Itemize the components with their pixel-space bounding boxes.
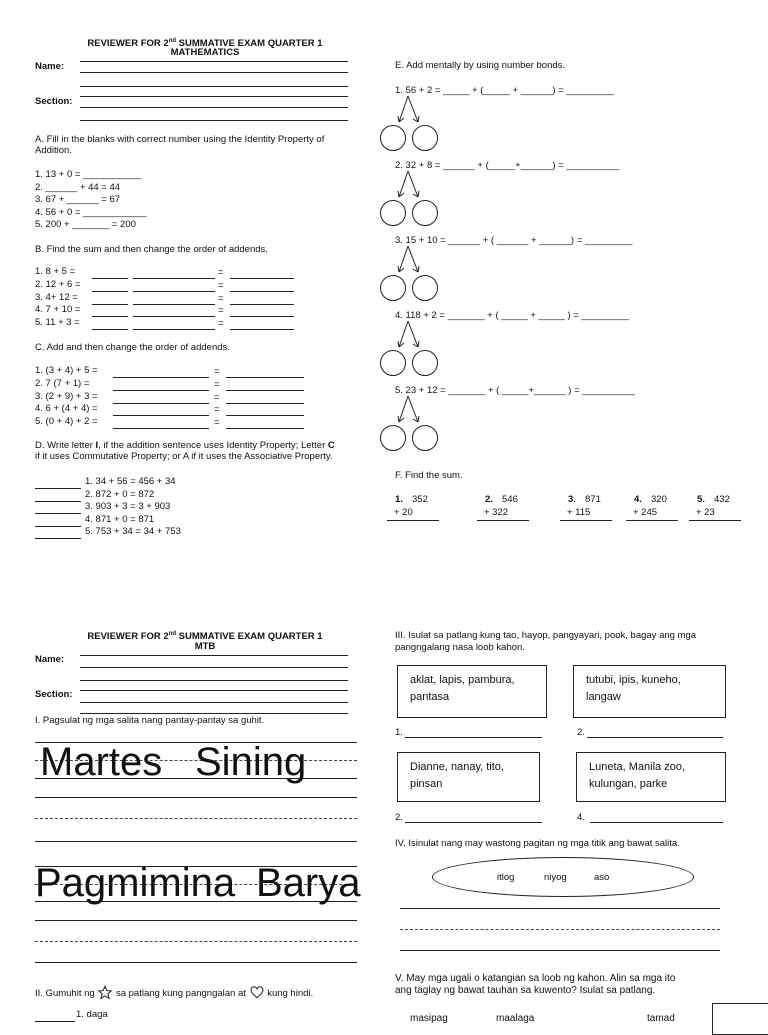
handwriting-word: Pagmimina [35, 861, 236, 905]
section-a-items [35, 169, 146, 232]
number-bond-arrows [396, 96, 436, 126]
list-item: 1. 8 + 5 = [35, 266, 76, 277]
writing-midline [35, 818, 357, 819]
equals-sign: = [218, 292, 224, 304]
bond-circle[interactable] [412, 125, 438, 151]
section-i-instruction: I. Pagsulat ng mga salita nang pantay-pantay sa guhit. [35, 715, 265, 726]
answer-blank[interactable] [226, 390, 304, 391]
answer-blank[interactable] [405, 822, 542, 823]
answer-blank[interactable] [35, 488, 81, 489]
name-line[interactable] [80, 667, 348, 668]
mtb-subject: MTB [194, 641, 216, 652]
bond-circle[interactable] [412, 425, 438, 451]
answer-blank[interactable] [587, 737, 723, 738]
addend: 320 [651, 494, 667, 505]
name-label: Name: [35, 654, 65, 665]
answer-blank[interactable] [226, 403, 304, 404]
math-subject: MATHEMATICS [170, 47, 240, 58]
list-item: 1. 13 + 0 = ___________ [35, 169, 142, 180]
list-item: 1. 34 + 56 = 456 + 34 [85, 476, 176, 487]
answer-blank[interactable] [226, 415, 304, 416]
number-bond-item: 3. 15 + 10 = ______ + ( ______ + ______) = _________ [395, 235, 633, 246]
section-a-instruction: A. Fill in the blanks with correct number using the Identity Property of Addition. [35, 134, 325, 156]
star-icon [97, 985, 113, 1000]
addend: + 245 [633, 507, 658, 518]
section-e-instruction: E. Add mentally by using number bonds. [395, 60, 566, 71]
list-item: 2. 7 (7 + 1) = [35, 377, 90, 389]
list-item: 3. 67 + ______ = 67 [35, 194, 121, 205]
noun-box-places: Luneta, Manila zoo, kulungan, parke [576, 752, 726, 802]
answer-blank[interactable] [35, 513, 81, 514]
section-b-instruction: B. Find the sum and then change the order of addends. [35, 244, 268, 255]
equals-sign: = [218, 279, 224, 291]
section-c-items [35, 365, 98, 429]
number-bond-arrows [396, 396, 436, 426]
addend: 432 [714, 494, 730, 505]
answer-blank[interactable] [113, 415, 209, 416]
section-line[interactable] [80, 713, 348, 714]
problem-number: 5. [697, 494, 705, 505]
answer-label: 4. [577, 812, 585, 823]
list-item: 5. 11 + 3 = [35, 317, 80, 329]
list-item: 2. ______ + 44 = 44 [35, 181, 121, 193]
list-item: 4. 871 + 0 = 871 [85, 513, 155, 525]
answer-blank[interactable] [405, 737, 542, 738]
answer-blank[interactable] [626, 520, 678, 521]
section-ii-instruction: II. Gumuhit ng sa patlang kung pangngalan at kung hindi. [35, 985, 313, 1000]
mtb-title: REVIEWER FOR 2nd SUMMATIVE EXAM QUARTER 1 [87, 631, 323, 643]
answer-blank[interactable] [133, 316, 215, 317]
writing-midline [400, 929, 720, 930]
name-line[interactable] [80, 61, 348, 62]
writing-line[interactable] [35, 797, 357, 798]
section-d-instruction: D. Write letter I, if the addition sentence uses Identity Property; Letter C if it uses Commutative Property; or A if it uses the Associative Property. [35, 440, 335, 462]
section-line[interactable] [80, 680, 348, 681]
addend: 546 [502, 494, 518, 505]
name-line[interactable] [80, 72, 348, 73]
handwriting-word: Sining [195, 740, 307, 784]
handwriting-word: Barya [256, 861, 361, 905]
section-line[interactable] [80, 702, 348, 703]
answer-blank[interactable] [113, 403, 209, 404]
answer-label: 2. [395, 812, 403, 823]
answer-blank[interactable] [92, 329, 128, 330]
list-item: 4. 7 + 10 = [35, 304, 81, 316]
answer-blank[interactable] [35, 1021, 75, 1022]
equals-sign: = [214, 378, 220, 390]
answer-label: 2. [577, 727, 585, 738]
heart-icon [249, 985, 265, 999]
number-bond-item: 1. 56 + 2 = _____ + (_____ + ______) = _________ [395, 85, 614, 96]
bond-circle[interactable] [412, 275, 438, 301]
section-line[interactable] [80, 120, 348, 121]
equals-sign: = [218, 267, 224, 278]
bond-circle[interactable] [380, 200, 406, 226]
answer-blank[interactable] [133, 291, 215, 292]
section-f-instruction: F. Find the sum. [395, 470, 463, 481]
writing-line[interactable] [35, 962, 357, 963]
answer-blank[interactable] [113, 377, 209, 378]
answer-blank[interactable] [35, 501, 81, 502]
equals-sign: = [214, 366, 220, 377]
addend: + 322 [484, 507, 509, 518]
section-line[interactable] [80, 107, 348, 108]
answer-blank[interactable] [35, 538, 81, 539]
writing-line[interactable] [35, 841, 357, 842]
list-item: 3. 903 + 3 = 3 + 903 [85, 501, 171, 512]
addend: + 20 [394, 507, 413, 518]
section-line[interactable] [80, 96, 348, 97]
section-line[interactable] [80, 86, 348, 87]
oval-word: aso [594, 872, 610, 883]
answer-blank[interactable] [113, 390, 209, 391]
section-c-instruction: C. Add and then change the order of addends. [35, 342, 230, 353]
bond-circle[interactable] [380, 350, 406, 376]
list-item: 3. (2 + 9) + 3 = [35, 390, 98, 402]
list-item: 2. 12 + 6 = [35, 278, 81, 290]
answer-blank[interactable] [92, 291, 128, 292]
problem-number: 4. [634, 494, 642, 505]
trait-word: masipag [410, 1013, 448, 1024]
trait-box [712, 1003, 768, 1035]
answer-blank[interactable] [133, 304, 215, 305]
problem-number: 3. [568, 494, 576, 505]
section-iii-instruction: III. Isulat sa patlang kung tao, hayop, pangyayari, pook, bagay ang mga pangngalang nasa loob kahon. [395, 630, 697, 653]
section-label: Section: [35, 689, 73, 700]
answer-blank[interactable] [92, 304, 128, 305]
addend: 871 [585, 494, 601, 505]
answer-label: 1. [395, 727, 403, 738]
answer-blank[interactable] [560, 520, 612, 521]
bond-circle[interactable] [412, 200, 438, 226]
number-bond-item: 2. 32 + 8 = ______ + (_____+______) = __________ [395, 160, 620, 171]
list-item: 3. 4+ 12 = [35, 291, 78, 303]
list-item: 1. (3 + 4) + 5 = [35, 365, 98, 376]
answer-blank[interactable] [230, 329, 294, 330]
trait-word: maalaga [496, 1013, 535, 1024]
equals-sign: = [218, 305, 224, 317]
addend: + 23 [696, 507, 715, 518]
number-bond-arrows [396, 171, 436, 201]
problem-number: 1. [395, 494, 403, 505]
trait-word: tamad [647, 1013, 675, 1024]
number-bond-item: 5. 23 + 12 = _______ + ( _____+______ ) = __________ [395, 385, 636, 396]
writing-midline [35, 941, 357, 942]
number-bond-arrows [396, 321, 436, 351]
addend: + 115 [567, 507, 591, 518]
list-item: 4. 6 + (4 + 4) = [35, 403, 98, 415]
list-item: 1. daga [76, 1009, 108, 1020]
equals-sign: = [214, 417, 220, 429]
bond-circle[interactable] [380, 425, 406, 451]
equals-sign: = [214, 404, 220, 416]
section-b-items [35, 266, 80, 330]
answer-blank[interactable] [230, 304, 294, 305]
list-item: 4. 56 + 0 = ____________ [35, 206, 147, 218]
list-item: 5. 753 + 34 = 34 + 753 [85, 526, 181, 537]
answer-blank[interactable] [226, 377, 304, 378]
answer-blank[interactable] [230, 278, 294, 279]
bond-circle[interactable] [412, 350, 438, 376]
answer-blank[interactable] [133, 278, 215, 279]
noun-box-people: Dianne, nanay, tito, pinsan [397, 752, 540, 802]
bond-circle[interactable] [380, 275, 406, 301]
section-d-items [85, 476, 181, 539]
answer-blank[interactable] [590, 822, 723, 823]
name-line[interactable] [80, 655, 348, 656]
list-item: 5. (0 + 4) + 2 = [35, 416, 98, 428]
list-item: 5. 200 + _______ = 200 [35, 219, 136, 230]
addend: 352 [412, 494, 428, 505]
list-item: 2. 872 + 0 = 872 [85, 488, 155, 500]
number-bond-item: 4. 118 + 2 = _______ + ( _____ + _____ ) = _________ [395, 310, 630, 321]
section-iv-instruction: IV. Isinulat nang may wastong pagitan ng mga titik ang bawat salita. [395, 838, 680, 849]
answer-blank[interactable] [387, 520, 439, 521]
section-v-instruction: V. May mga ugali o katangian sa loob ng kahon. Alin sa mga ito ang taglay ng bawat tauhan sa kuwento? Isulat sa patlang. [395, 973, 676, 996]
writing-line[interactable] [35, 920, 357, 921]
answer-blank[interactable] [477, 520, 529, 521]
answer-blank[interactable] [230, 316, 294, 317]
handwriting-word: Martes [40, 740, 163, 784]
answer-blank[interactable] [226, 428, 304, 429]
bond-circle[interactable] [380, 125, 406, 151]
writing-line[interactable] [400, 908, 720, 909]
writing-line[interactable] [400, 950, 720, 951]
answer-blank[interactable] [689, 520, 741, 521]
math-title: REVIEWER FOR 2nd SUMMATIVE EXAM QUARTER 1 [87, 38, 323, 50]
answer-blank[interactable] [230, 291, 294, 292]
noun-box-animals: tutubi, ipis, kuneho, langaw [573, 665, 726, 718]
problem-number: 2. [485, 494, 493, 505]
answer-blank[interactable] [35, 526, 81, 527]
oval-word: itlog [497, 872, 515, 883]
name-label: Name: [35, 61, 65, 72]
section-label: Section: [35, 96, 73, 107]
answer-blank[interactable] [92, 278, 128, 279]
noun-box-things: aklat, lapis, pambura, pantasa [397, 665, 547, 718]
section-line[interactable] [80, 690, 348, 691]
equals-sign: = [214, 391, 220, 403]
answer-blank[interactable] [133, 329, 215, 330]
answer-blank[interactable] [113, 428, 209, 429]
oval-word: niyog [544, 872, 567, 883]
number-bond-arrows [396, 246, 436, 276]
answer-blank[interactable] [92, 316, 128, 317]
equals-sign: = [218, 318, 224, 330]
